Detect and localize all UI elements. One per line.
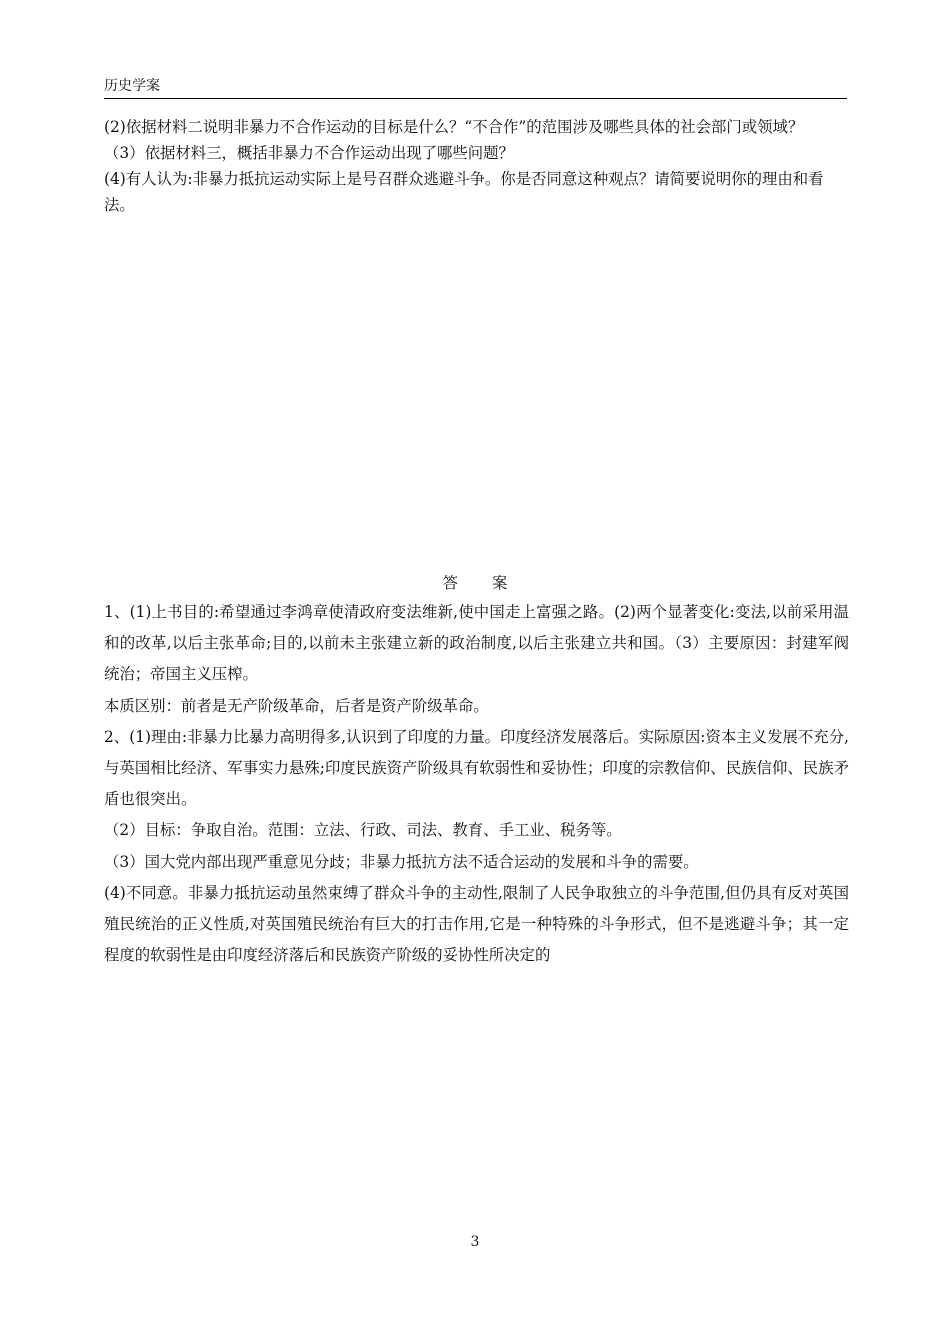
answer-2-part-1: 2、(1)理由:非暴力比暴力高明得多,认识到了印度的力量。印度经济发展落后。实际原因:资本主义发展不充分,与英国相比经济、军事实力悬殊;印度民族资产阶级具有软弱性和妥协性；印度的宗教信仰、民族信仰、民族矛盾也很突出。: [104, 727, 849, 809]
question-2: (2)依据材料二说明非暴力不合作运动的目标是什么？“不合作”的范围涉及哪些具体的社会部门或领域？: [104, 118, 804, 136]
page-number: 3: [470, 1234, 480, 1250]
header-title: 历史学案: [104, 78, 160, 94]
question-block: [104, 114, 849, 218]
answer-block: [104, 597, 849, 971]
answer-heading-right: 案: [492, 574, 508, 592]
answer-2-part-4: (4)不同意。非暴力抵抗运动虽然束缚了群众斗争的主动性,限制了人民争取独立的斗争范围,但仍具有反对英国殖民统治的正义性质,对英国殖民统治有巨大的打击作用,它是一种特殊的斗争形式，但不是逃避斗争；其一定程度的软弱性是由印度经济落后和民族资产阶级的妥协性所决定的: [104, 883, 849, 965]
answer-heading: [0, 572, 950, 594]
answer-2-part-3: （3）国大党内部出现严重意见分歧；非暴力抵抗方法不适合运动的发展和斗争的需要。: [104, 852, 699, 871]
question-4: (4)有人认为:非暴力抵抗运动实际上是号召群众逃避斗争。你是否同意这种观点？请简要说明你的理由和看法。: [104, 170, 824, 214]
answer-2-part-2: （2）目标：争取自治。范围：立法、行政、司法、教育、手工业、税务等。: [104, 821, 622, 840]
page-header: [104, 76, 847, 99]
answer-1-essential-difference: 本质区别：前者是无产阶级革命，后者是资产阶级革命。: [104, 696, 489, 715]
answer-heading-left: 答: [442, 574, 458, 592]
question-3: （3）依据材料三，概括非暴力不合作运动出现了哪些问题？: [104, 144, 514, 162]
answer-1: 1、(1)上书目的:希望通过李鸿章使清政府变法维新,使中国走上富强之路。(2)两个显著变化:变法,以前采用温和的改革,以后主张革命;目的,以前未主张建立新的政治制度,以后主张建立共和国。（3）主要原因：封建军阀统治；帝国主义压榨。: [104, 603, 849, 684]
